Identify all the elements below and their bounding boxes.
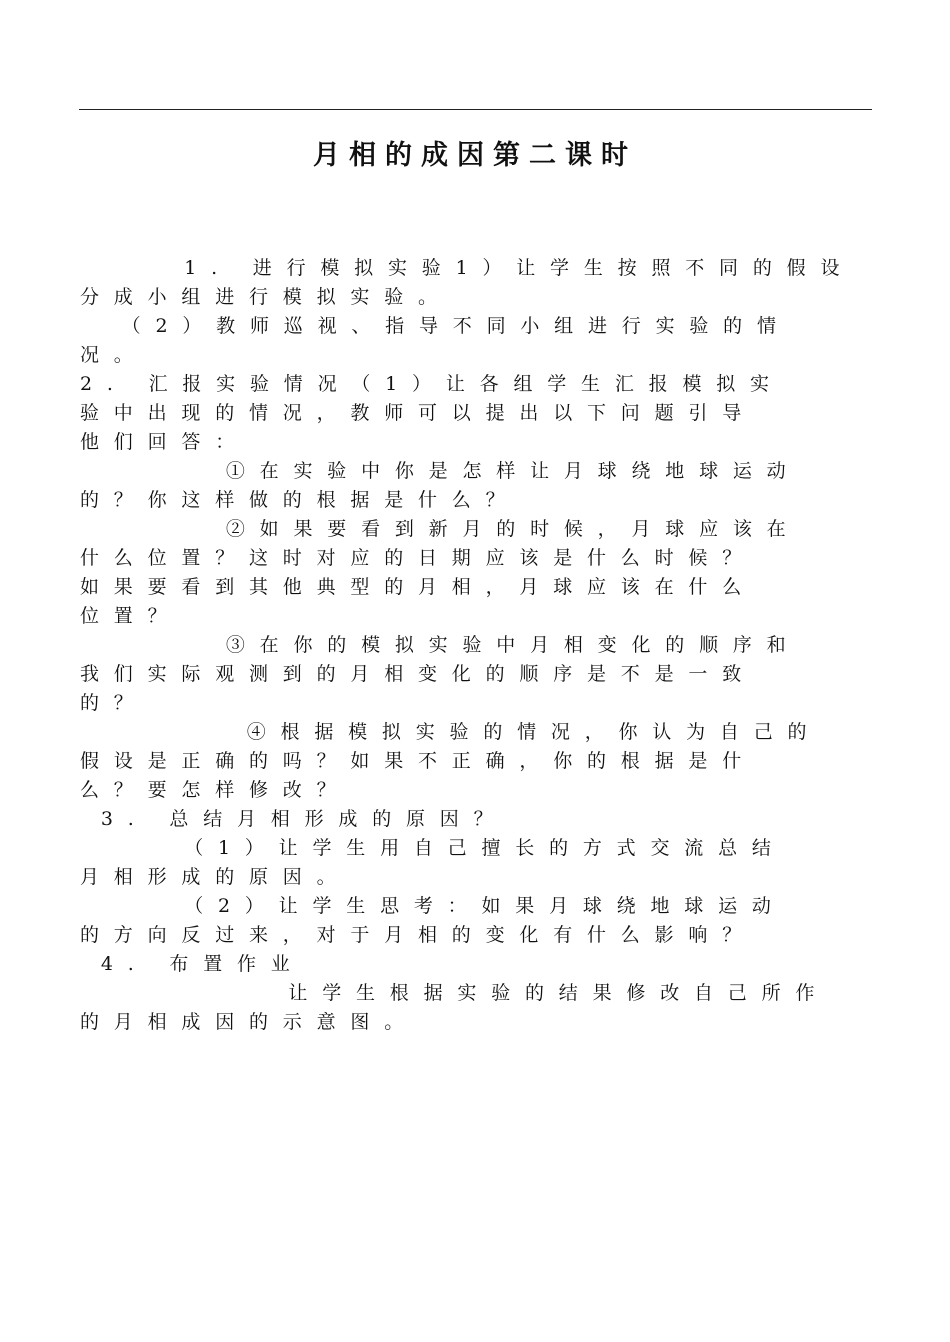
body-line: ④根据模拟实验的情况，你认为自己的 (80, 721, 822, 743)
body-line: 的方向反过来，对于月相的变化有什么影响？ (80, 924, 757, 946)
body-line: 月相形成的原因。 (80, 866, 351, 888)
body-line: （2）教师巡视、指导不同小组进行实验的情 (80, 315, 791, 337)
document-body (80, 254, 856, 1037)
body-line: 他们回答： (80, 431, 250, 453)
header-rule (79, 109, 872, 110)
body-line: ①在实验中你是怎样让月球绕地球运动 (80, 460, 801, 482)
body-line: 的？你这样做的根据是什么？ (80, 489, 520, 511)
body-line: 我们实际观测到的月相变化的顺序是不是一致 (80, 663, 757, 685)
body-line: ③在你的模拟实验中月相变化的顺序和 (80, 634, 801, 656)
body-line: 让学生根据实验的结果修改自己所作 (80, 982, 830, 1004)
body-line: 的？ (80, 692, 148, 714)
body-line: 1. 进行模拟实验1）让学生按照不同的假设 (80, 257, 855, 279)
body-line: ②如果要看到新月的时候，月球应该在 (80, 518, 801, 540)
body-line: 么？要怎样修改？ (80, 779, 351, 801)
body-line: （1）让学生用自己擅长的方式交流总结 (80, 837, 786, 859)
body-line: 2. 汇报实验情况（1）让各组学生汇报模拟实 (80, 373, 784, 395)
body-line: 3. 总结月相形成的原因？ (80, 808, 508, 830)
body-line: （2）让学生思考：如果月球绕地球运动 (80, 895, 786, 917)
body-line: 况。 (80, 344, 148, 366)
body-line: 位置？ (80, 605, 182, 627)
page-title: 月相的成因第二课时 (313, 140, 637, 171)
body-line: 4. 布置作业 (80, 953, 305, 975)
body-line: 什么位置？这时对应的日期应该是什么时候？ (80, 547, 757, 569)
body-line: 的月相成因的示意图。 (80, 1011, 419, 1033)
body-line: 分成小组进行模拟实验。 (80, 286, 452, 308)
body-line: 如果要看到其他典型的月相，月球应该在什么 (80, 576, 757, 598)
body-line: 假设是正确的吗？如果不正确，你的根据是什 (80, 750, 757, 772)
body-line: 验中出现的情况，教师可以提出以下问题引导 (80, 402, 757, 424)
